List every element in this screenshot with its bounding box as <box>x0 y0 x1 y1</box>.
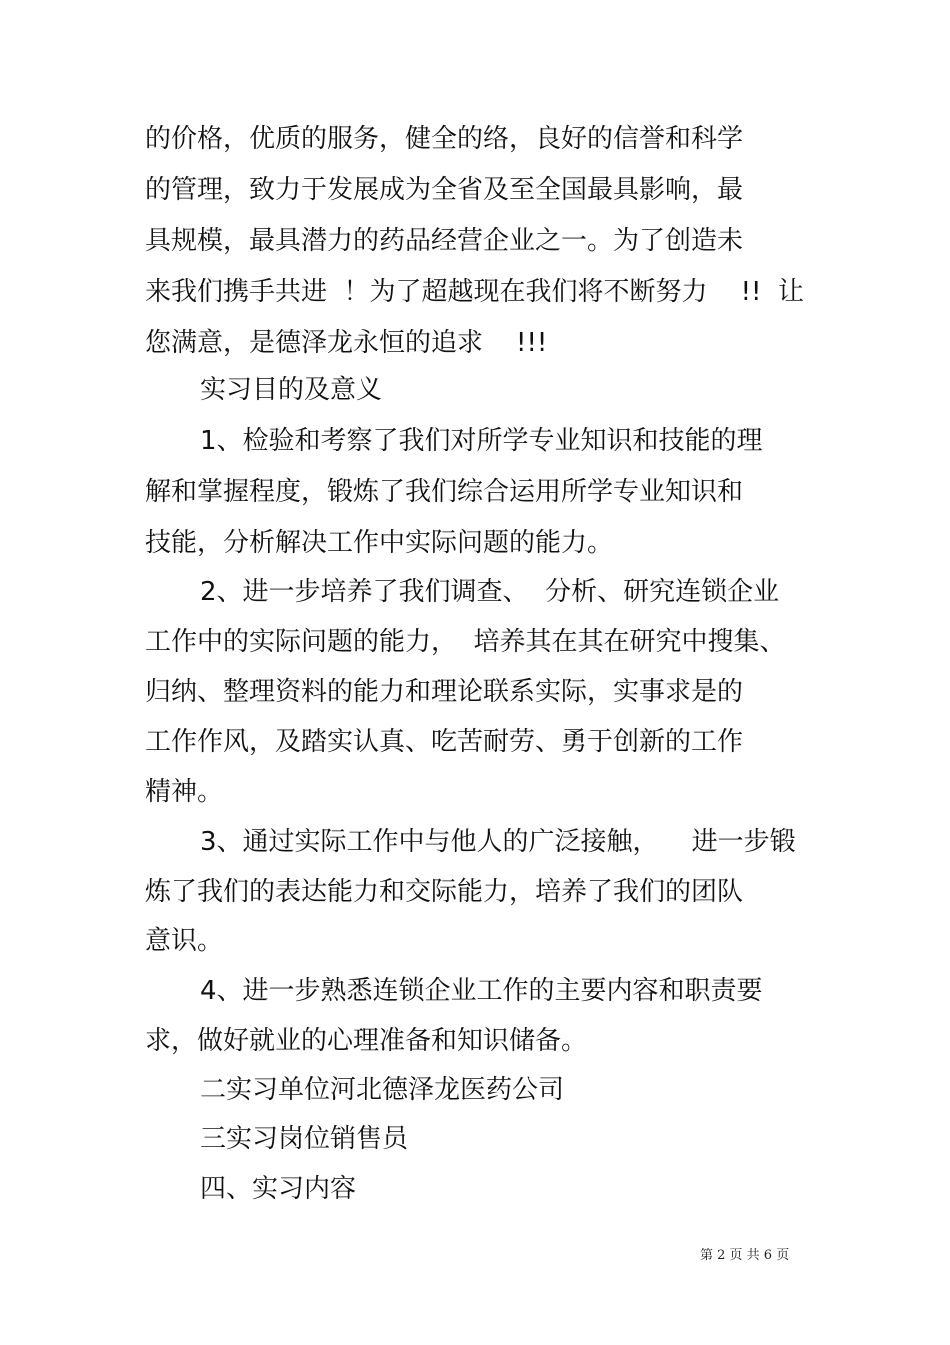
text-line: 归纳、整理资料的能力和理论联系实际，实事求是的 <box>145 677 744 707</box>
text-line: 精神。 <box>145 777 224 807</box>
text-line: 来我们携手共进 ！为了超越现在我们将不断努力 !! 让 <box>145 277 804 307</box>
text-line: 4、进一步熟悉连锁企业工作的主要内容和职责要 <box>200 976 763 1006</box>
text-line: 的管理，致力于发展成为全省及至全国最具影响，最 <box>145 175 744 205</box>
text-line: 工作作风，及踏实认真、吃苦耐劳、勇于创新的工作 <box>145 727 744 757</box>
section-heading: 四、实习内容 <box>200 1174 357 1204</box>
text-line: 1、检验和考察了我们对所学专业知识和技能的理 <box>200 426 763 456</box>
text-line: 3、通过实际工作中与他人的广泛接触， 进一步锻 <box>200 827 796 857</box>
text-line: 2、进一步培养了我们调查、 分析、研究连锁企业 <box>200 577 780 607</box>
text-line: 的价格，优质的服务，健全的络，良好的信誉和科学 <box>145 124 744 154</box>
page-number: 第 2 页 共 6 页 <box>700 1248 790 1263</box>
text-line: 求，做好就业的心理准备和知识储备。 <box>145 1026 588 1056</box>
text-line: 意识。 <box>145 926 224 956</box>
text-line: 您满意，是德泽龙永恒的追求 !!! <box>145 328 548 358</box>
section-heading: 二实习单位河北德泽龙医药公司 <box>200 1075 565 1105</box>
text-line: 技能，分析解决工作中实际问题的能力。 <box>145 528 614 558</box>
section-heading: 三实习岗位销售员 <box>200 1124 409 1154</box>
text-line: 具规模，最具潜力的药品经营企业之一。为了创造未 <box>145 226 744 256</box>
text-line: 工作中的实际问题的能力， 培养其在其在研究中搜集、 <box>145 627 786 657</box>
text-line: 炼了我们的表达能力和交际能力，培养了我们的团队 <box>145 877 744 907</box>
text-line: 解和掌握程度，锻炼了我们综合运用所学专业知识和 <box>145 477 744 507</box>
section-heading: 实习目的及意义 <box>200 375 383 405</box>
